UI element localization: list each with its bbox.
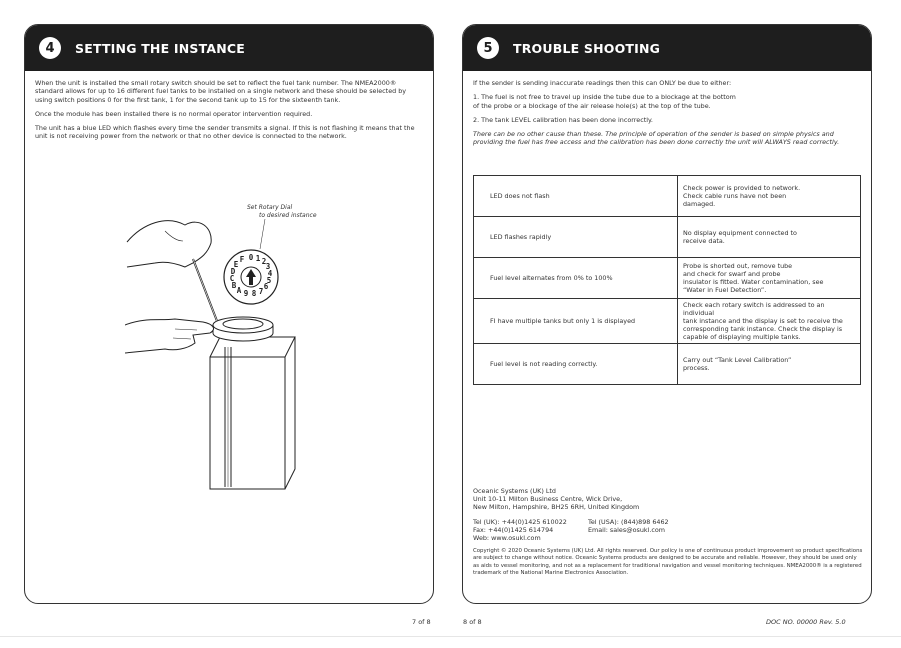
svg-text:B: B	[231, 281, 237, 290]
intro-text: If the sender is sending inaccurate readings then this can ONLY be due to either:	[473, 79, 732, 87]
fax: Fax: +44(0)1425 614794	[473, 525, 554, 534]
problem-cell: Fuel level alternates from 0% to 100%	[474, 258, 678, 299]
solution-cell: Carry out “Tank Level Calibration” process.	[678, 344, 861, 385]
troubleshooting-table	[473, 175, 861, 385]
table-row	[474, 217, 861, 258]
sender-head	[213, 317, 273, 341]
point-1-line2: of the probe or a blockage of the air release hole(s) at the top of the tube.	[473, 101, 711, 110]
problem-cell: LED flashes rapidly	[474, 217, 678, 258]
svg-text:5: 5	[266, 276, 272, 285]
right-page	[462, 24, 872, 604]
section-number: 5	[477, 37, 499, 59]
divider	[0, 636, 901, 637]
solution-cell: Check each rotary switch is addressed to an individual tank instance and the display is set to receive the corresponding tank instance. Check the display is capable of displaying multiple tanks.	[678, 299, 861, 344]
email: Email: sales@osukl.com	[588, 525, 666, 534]
illustration-caption-line2: to desired instance	[259, 212, 317, 219]
tel-uk: Tel (UK): +44(0)1425 610022	[473, 517, 567, 526]
solution-cell: Check power is provided to network. Check cable runs have not been damaged.	[678, 176, 861, 217]
paragraph: The unit has a blue LED which flashes every time the sender transmits a signal. If this is not flashing it means that the unit is not receiving power from the network or that no other device is connected to the network.	[35, 124, 415, 141]
point-1-line1: 1. The fuel is not free to travel up inside the tube due to a blockage at the bottom	[473, 93, 736, 102]
section-title: SETTING THE INSTANCE	[75, 40, 246, 56]
svg-text:2: 2	[261, 257, 267, 266]
svg-text:0: 0	[248, 253, 254, 262]
svg-text:E: E	[233, 260, 239, 269]
table-row	[474, 299, 861, 344]
address-line: New Milton, Hampshire, BH25 6RH, United Kingdom	[473, 503, 640, 512]
rotary-dial	[224, 250, 278, 304]
section-body	[25, 71, 433, 141]
page-number: 8 of 8	[463, 618, 482, 626]
doc-number: DOC NO. 00000 Rev. 5.0	[766, 618, 846, 626]
svg-text:8: 8	[251, 289, 257, 298]
svg-text:7: 7	[258, 287, 264, 296]
svg-text:6: 6	[263, 282, 269, 291]
svg-text:3: 3	[265, 262, 271, 271]
table-row	[474, 344, 861, 385]
svg-text:A: A	[236, 286, 242, 295]
solution-cell: No display equipment connected to receive data.	[678, 217, 861, 258]
paragraph: When the unit is installed the small rotary switch should be set to reflect the fuel tank number. The NMEA2000® standard allows for up to 16 different fuel tanks to be installed on a single network and these should be selected by using switch positions 0 for the first tank, 1 for the second tank up to 15 for the sixteenth tank.	[35, 79, 407, 104]
point-2: 2. The tank LEVEL calibration has been done incorrectly.	[473, 115, 653, 124]
problem-cell: LED does not flash	[474, 176, 678, 217]
problem-cell: Fuel level is not reading correctly.	[474, 344, 678, 385]
svg-text:F: F	[239, 255, 245, 264]
paragraph: Once the module has been installed there is no normal operator intervention required.	[35, 109, 313, 118]
solution-cell: Probe is shorted out, remove tube and check for swarf and probe insulator is fitted. Water contamination, see “Water in Fuel Detection”.	[678, 258, 861, 299]
hand-lower	[125, 319, 214, 353]
note-text: There can be no other cause than these. The principle of operation of the sender is based on simple physics and providing the fuel has free access and the calibration has been done correctly the unit will ALWAYS read correctly.	[473, 130, 840, 147]
address-line: Unit 10-11 Milton Business Centre, Wick Drive,	[473, 495, 623, 504]
problem-cell: FI have multiple tanks but only 1 is displayed	[474, 299, 678, 344]
page-number: 7 of 8	[412, 618, 431, 626]
svg-text:C: C	[229, 274, 235, 283]
web: Web: www.osukl.com	[473, 534, 541, 543]
company-name: Oceanic Systems (UK) Ltd	[473, 487, 556, 495]
tank-outline	[210, 337, 295, 489]
section-number: 4	[39, 37, 61, 59]
left-page	[24, 24, 434, 604]
table-row	[474, 176, 861, 217]
svg-text:9: 9	[243, 289, 249, 298]
illustration-caption-line1: Set Rotary Dial	[247, 204, 293, 211]
section-title: TROUBLE SHOOTING	[513, 40, 661, 56]
rotary-dial-illustration	[125, 197, 335, 497]
contact-block	[473, 487, 863, 577]
copyright-text: Copyright © 2020 Oceanic Systems (UK) Ltd. All rights reserved. Our policy is one of continuous product improvement so product specifications are subject to change without notice. Oceanic Systems products are designed to be accurate and reliable. However, they should be used only as aids to vessel monitoring, and not as a replacement for traditional navigation and vessel monitoring techniques. NMEA2000® is a registered trademark of the National Marine Electronics Association.	[473, 548, 863, 576]
table-row	[474, 258, 861, 299]
tel-usa: Tel (USA): (844)898 6462	[588, 517, 669, 526]
svg-text:4: 4	[267, 269, 273, 278]
section-header	[25, 25, 433, 71]
hand-upper	[127, 221, 211, 267]
svg-text:D: D	[230, 267, 236, 276]
svg-text:1: 1	[255, 254, 261, 263]
section-body	[463, 71, 871, 147]
section-header	[463, 25, 871, 71]
